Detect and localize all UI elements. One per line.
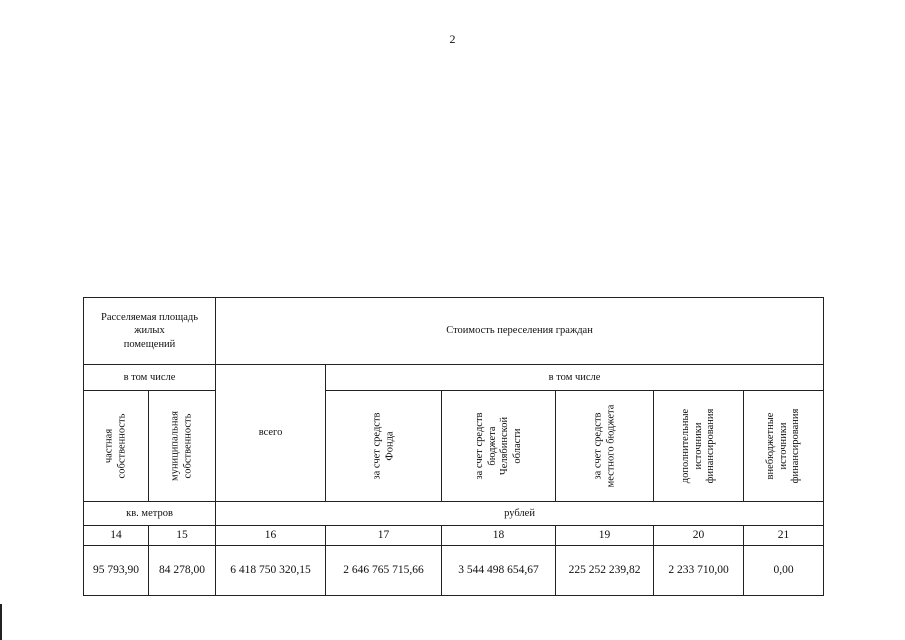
unit-money-cell: рублей bbox=[216, 502, 824, 526]
column-number: 18 bbox=[442, 526, 556, 546]
including-label-cost: в том числе bbox=[326, 365, 824, 391]
column-number: 14 bbox=[84, 526, 149, 546]
column-number: 16 bbox=[216, 526, 326, 546]
value-regional-budget: 3 544 498 654,67 bbox=[442, 546, 556, 596]
value-additional-sources: 2 233 710,00 bbox=[654, 546, 744, 596]
header-line: Челябинской bbox=[498, 416, 510, 476]
area-header-line: жилых bbox=[134, 325, 165, 337]
header-line: за счет средств bbox=[591, 412, 603, 480]
extrabudgetary-sources-header bbox=[744, 391, 824, 502]
area-header-line: Расселяемая площадь bbox=[101, 312, 199, 324]
value-total-cost: 6 418 750 320,15 bbox=[216, 546, 326, 596]
resettlement-cost-table bbox=[83, 297, 824, 596]
header-line: за счет средств bbox=[370, 412, 382, 480]
header-line: финансирования bbox=[704, 408, 716, 484]
header-line: местного бюджета bbox=[604, 404, 616, 488]
header-line: источники bbox=[692, 422, 704, 470]
page-number: 2 bbox=[449, 32, 456, 46]
scan-edge-mark bbox=[0, 604, 2, 640]
column-number: 21 bbox=[744, 526, 824, 546]
value-private-area: 95 793,90 bbox=[84, 546, 149, 596]
regional-budget-header bbox=[442, 391, 556, 502]
header-line: дополнительные bbox=[679, 408, 691, 484]
value-local-budget: 225 252 239,82 bbox=[556, 546, 654, 596]
header-line: бюджета bbox=[485, 426, 497, 466]
including-label-area: в том числе bbox=[84, 365, 216, 391]
header-line: Фонда bbox=[383, 431, 395, 461]
cost-header-cell: Стоимость переселения граждан bbox=[216, 298, 824, 365]
municipal-ownership-header bbox=[149, 391, 216, 502]
header-line: внебюджетные bbox=[764, 412, 776, 480]
total-header-cell: всего bbox=[216, 365, 326, 502]
area-header-line: помещений bbox=[123, 338, 176, 350]
local-budget-header bbox=[556, 391, 654, 502]
header-line: за счет средств bbox=[473, 412, 485, 480]
column-number: 20 bbox=[654, 526, 744, 546]
value-municipal-area: 84 278,00 bbox=[149, 546, 216, 596]
column-number: 15 bbox=[149, 526, 216, 546]
header-line: муниципальная bbox=[169, 411, 181, 481]
column-number: 19 bbox=[556, 526, 654, 546]
header-line: финансирования bbox=[789, 408, 801, 484]
header-line: источники bbox=[777, 422, 789, 470]
header-line: частная bbox=[103, 428, 115, 464]
header-line: собственность bbox=[116, 413, 127, 479]
header-line: области bbox=[511, 428, 523, 464]
unit-area-cell: кв. метров bbox=[84, 502, 216, 526]
private-ownership-header bbox=[84, 391, 149, 502]
header-line: собственность bbox=[182, 413, 193, 479]
additional-sources-header bbox=[654, 391, 744, 502]
fund-header bbox=[326, 391, 442, 502]
column-number: 17 bbox=[326, 526, 442, 546]
value-extrabudgetary: 0,00 bbox=[744, 546, 824, 596]
value-fund: 2 646 765 715,66 bbox=[326, 546, 442, 596]
area-header-cell bbox=[84, 298, 216, 365]
